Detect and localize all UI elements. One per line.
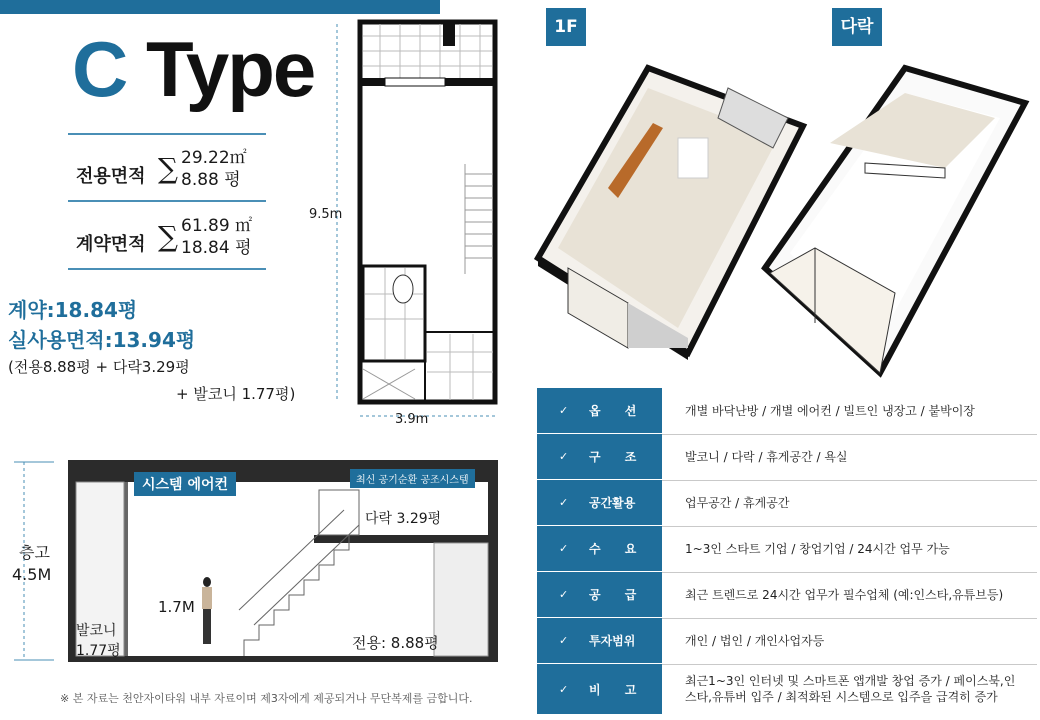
row-value: 1~3인 스타트 기업 / 창업기업 / 24시간 업무 가능 bbox=[685, 542, 950, 556]
exclusive-area-label: 전용면적 bbox=[76, 166, 146, 187]
sigma-icon: ∑ bbox=[158, 220, 178, 253]
table-row bbox=[537, 572, 1037, 619]
row-value: 최근 트렌드로 24시간 업무가 필수업체 (예:인스타,유튜브등) bbox=[685, 588, 1004, 602]
plan-height-label: 9.5m bbox=[309, 207, 343, 222]
tag-attic: 다락 bbox=[832, 8, 882, 46]
row-value: 개별 바닥난방 / 개별 에어컨 / 빌트인 냉장고 / 붙박이장 bbox=[685, 404, 975, 418]
iso-attic-drawing bbox=[755, 48, 1035, 378]
sigma-icon: ∑ bbox=[158, 152, 178, 185]
row-header: ✓ 공 급 bbox=[537, 572, 662, 617]
summary-breakdown-1: (전용8.88평 + 다락3.29평 bbox=[8, 358, 190, 376]
row-header: ✓ 공간활용 bbox=[537, 480, 662, 525]
row-header: ✓ 수 요 bbox=[537, 526, 662, 571]
row-value: 발코니 / 다락 / 휴게공간 / 욕실 bbox=[685, 450, 848, 464]
title-rest: Type bbox=[126, 25, 315, 113]
contract-area-label: 계약면적 bbox=[76, 234, 146, 255]
divider bbox=[68, 200, 266, 202]
title-letter: C bbox=[72, 25, 127, 113]
balcony-area: 1.77평 bbox=[76, 643, 121, 659]
ceiling-label: 층고 bbox=[19, 543, 50, 562]
exclusive-area-m2: 29.22㎡ bbox=[181, 148, 247, 168]
contract-area-m2: 61.89 ㎡ bbox=[181, 216, 253, 236]
check-icon: ✓ bbox=[559, 542, 569, 555]
floor-plan bbox=[325, 14, 525, 434]
top-accent-bar bbox=[0, 0, 440, 14]
row-header: ✓ 옵 션 bbox=[537, 388, 662, 433]
row-value: 개인 / 법인 / 개인사업자등 bbox=[685, 634, 825, 648]
row-header: ✓ 투자범위 bbox=[537, 618, 662, 663]
exclusive-section-label: 전용: 8.88평 bbox=[352, 634, 439, 652]
contract-area-pyeong: 18.84 평 bbox=[181, 238, 252, 258]
aircon-label: 시스템 에어컨 bbox=[134, 472, 236, 496]
balcony-label: 발코니 bbox=[76, 623, 117, 639]
divider bbox=[68, 133, 266, 135]
row-header: ✓ 비 고 bbox=[537, 664, 662, 714]
page-title bbox=[72, 25, 315, 113]
table-row bbox=[537, 618, 1037, 665]
footnote: ※ 본 자료는 천안자이타워 내부 자료이며 제3자에게 제공되거나 무단복제를 금합니다. bbox=[60, 692, 473, 705]
floor-plan-drawing bbox=[325, 14, 525, 434]
table-row bbox=[537, 480, 1037, 527]
table-row bbox=[537, 434, 1037, 481]
ventilation-label: 최신 공기순환 공조시스템 bbox=[350, 469, 475, 488]
divider bbox=[68, 268, 266, 270]
row-value: 업무공간 / 휴게공간 bbox=[685, 496, 790, 510]
check-icon: ✓ bbox=[559, 450, 569, 463]
contract-area-values bbox=[181, 215, 252, 259]
exclusive-area-values bbox=[181, 147, 247, 191]
ceiling-height: 4.5M bbox=[12, 565, 52, 584]
exclusive-area-pyeong: 8.88 평 bbox=[181, 170, 241, 190]
person-height: 1.7M bbox=[158, 598, 195, 616]
attic-area-label: 다락 3.29평 bbox=[365, 511, 442, 527]
tag-1f: 1F bbox=[546, 8, 586, 46]
check-icon: ✓ bbox=[559, 496, 569, 509]
summary-usable: 실사용면적:13.94평 bbox=[8, 328, 196, 352]
table-row bbox=[537, 526, 1037, 573]
check-icon: ✓ bbox=[559, 682, 569, 696]
plan-width-label: 3.9m bbox=[395, 412, 429, 427]
row-value: 최근1~3인 인터넷 및 스마트폰 앱개발 창업 증가 / 페이스북,인스타,유튜버 입주 / 최적화된 시스템으로 입주을 급격히 증가 bbox=[685, 674, 1016, 704]
check-icon: ✓ bbox=[559, 404, 569, 417]
check-icon: ✓ bbox=[559, 588, 569, 601]
summary-contract: 계약:18.84평 bbox=[8, 298, 138, 322]
row-header: ✓ 구 조 bbox=[537, 434, 662, 479]
check-icon: ✓ bbox=[559, 634, 569, 647]
summary-breakdown-2: + 발코니 1.77평) bbox=[176, 385, 296, 403]
table-row bbox=[537, 388, 1037, 435]
table-row bbox=[537, 664, 1037, 714]
